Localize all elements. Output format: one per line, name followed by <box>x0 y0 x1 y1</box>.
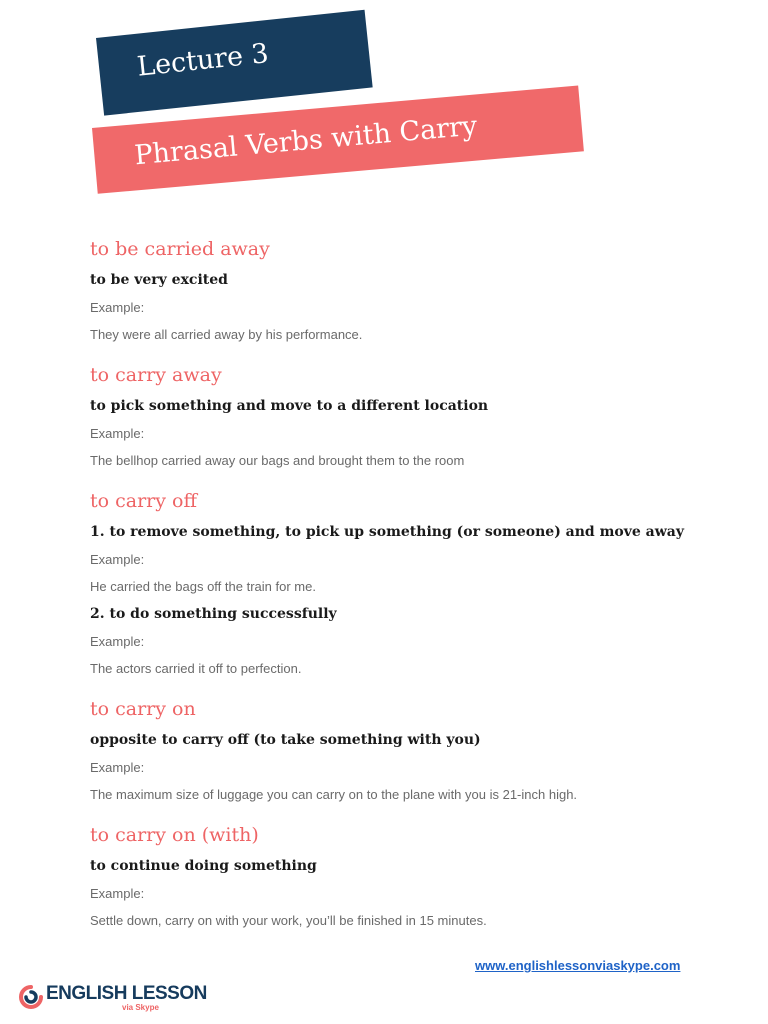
example-sentence: The bellhop carried away our bags and brought them to the room <box>90 453 465 468</box>
definition: 2. to do something successfully <box>90 606 337 622</box>
page-title: Phrasal Verbs with Carry <box>133 110 479 172</box>
term-heading: to be carried away <box>90 238 270 260</box>
definition: to continue doing something <box>90 858 317 874</box>
lecture-banner <box>96 10 373 116</box>
phrasal-verb-list <box>90 232 710 934</box>
logo-text: ENGLISH LESSON <box>46 983 207 1004</box>
term-heading: to carry off <box>90 490 197 512</box>
example-label: Example: <box>90 552 145 567</box>
definition: 1. to remove something, to pick up something (or someone) and move away <box>90 524 684 540</box>
example-sentence: They were all carried away by his performance. <box>90 327 363 342</box>
example-label: Example: <box>90 634 145 649</box>
entry-to-carry-on-with <box>90 818 710 934</box>
example-sentence: He carried the bags off the train for me. <box>90 579 316 594</box>
entry-to-carry-off <box>90 484 710 682</box>
definition: to pick something and move to a different location <box>90 398 489 414</box>
example-label: Example: <box>90 300 145 315</box>
english-lesson-logo <box>18 982 208 1016</box>
logo-subtext: via Skype <box>122 1003 159 1012</box>
entry-to-carry-on <box>90 692 710 808</box>
definition: to be very excited <box>90 272 228 288</box>
example-label: Example: <box>90 760 145 775</box>
entry-to-carry-away <box>90 358 710 474</box>
website-link[interactable]: www.englishlessonviaskype.com <box>475 958 681 973</box>
example-sentence: The maximum size of luggage you can carry on to the plane with you is 21-inch high. <box>90 787 578 802</box>
speech-bubble-icon <box>18 984 44 1010</box>
definition: opposite to carry off (to take something with you) <box>90 732 481 748</box>
entry-to-be-carried-away <box>90 232 710 348</box>
example-sentence: The actors carried it off to perfection. <box>90 661 302 676</box>
term-heading: to carry away <box>90 364 222 386</box>
term-heading: to carry on <box>90 698 196 720</box>
example-label: Example: <box>90 426 145 441</box>
term-heading: to carry on (with) <box>90 824 259 846</box>
lecture-label: Lecture 3 <box>135 38 271 83</box>
example-sentence: Settle down, carry on with your work, you’ll be finished in 15 minutes. <box>90 913 487 928</box>
example-label: Example: <box>90 886 145 901</box>
